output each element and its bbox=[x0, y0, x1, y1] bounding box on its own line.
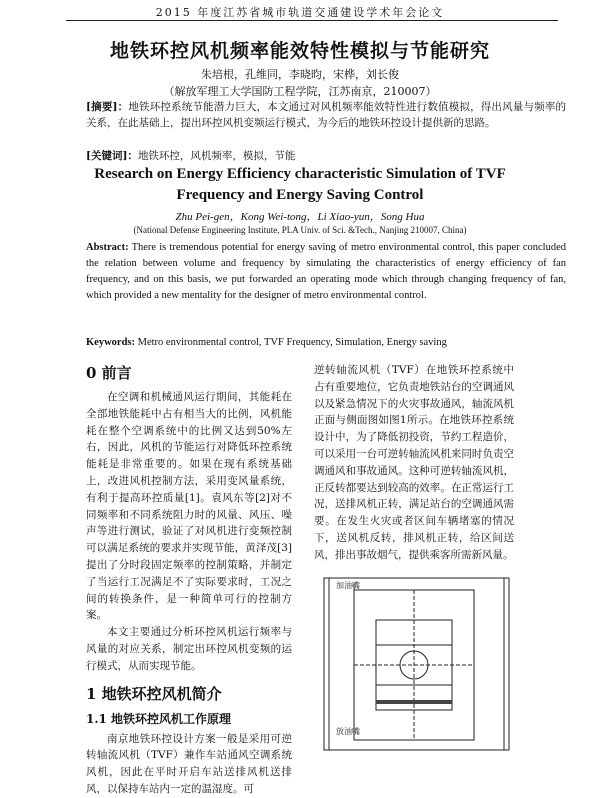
english-authors: Zhu Pei-gen，Kong Wei-tong，Li Xiao-yun，Song Hua bbox=[175, 211, 425, 223]
en-abstract-label: Abstract: bbox=[86, 242, 129, 253]
section-0-paragraph-2: 本文主要通过分析环控风机运行频率与风量的对应关系，制定出环控风机变频的运行模式，从而实现节能。 bbox=[86, 626, 292, 672]
abstract-text: 地铁环控系统节能潜力巨大，本文通过对风机频率能效特性进行数值模拟，得出风量与频率的关系，在此基础上，提出环控风机变频运行模式，为今后的地铁环控设计提供新的思路。 bbox=[86, 101, 567, 129]
running-header: 2015 年度江苏省城市轨道交通建设学术年会论文 bbox=[155, 6, 445, 19]
paper-title: 地铁环控风机频率能效特性模拟与节能研究 bbox=[109, 40, 490, 62]
header-rule bbox=[66, 20, 558, 21]
keywords-text: 地铁环控，风机频率，模拟，节能 bbox=[137, 150, 296, 162]
en-keywords-text: Metro environmental control, TVF Frequency, Simulation, Energy saving bbox=[137, 337, 447, 348]
abstract-en bbox=[86, 240, 566, 304]
right-column bbox=[314, 362, 514, 564]
abstract-label: [摘要]： bbox=[86, 101, 129, 113]
keywords-label: [关键词]： bbox=[86, 150, 138, 162]
section-0-paragraph-1: 在空调和机械通风运行期间，其能耗在全部地铁能耗中占有相当大的比例，风机能耗在整个空调系统中的比例又达到50%左右，因此，风机的节能运行对降低环控系统能耗是非常重要的。如果在现有系统基础上，改进风机控制方法，采用变风量系统，有利于提高环控质量[1]。袁风东等[2]对不同频率和不同系统阻力时的风量、风压、噪声等进行测试，验证了对风机进行变频控制可以满足系统的要求并实现节能，黄泽茂[3]提出了分时段固定频率的控制策略，并制定了当运行工况满足不了实际要求时，工况之间的转换条件，是一种简单可行的控制方案。 bbox=[86, 391, 292, 622]
english-title-line2: Frequency and Energy Saving Control bbox=[176, 187, 424, 203]
section-1-heading: 1 地铁环控风机简介 bbox=[86, 684, 222, 703]
paper-authors: 朱培根，孔维同，李晓昀，宋桦，刘长俊 bbox=[201, 68, 399, 81]
fan-outline bbox=[324, 578, 509, 750]
keywords-cn bbox=[86, 148, 566, 164]
figure-label-bottom: 放油嘴 bbox=[336, 727, 360, 736]
english-affiliation: (National Defense Engineering Institute, PLA Univ. of Sci. &Tech., Nanjing 210007, China) bbox=[133, 225, 467, 235]
english-title-line1: Research on Energy Efficiency characteristic Simulation of TVF bbox=[94, 166, 506, 182]
en-abstract-text: There is tremendous potential for energy saving of metro environmental control, this paper concluded the relation between volume and frequency by simulating the characteristics of energy efficiency of fan frequency, and on this basis, we put forwarded an operating mode which through changing frequency of fan, which provided a new mentality for the designer of metro environmental control. bbox=[86, 242, 567, 301]
keywords-en bbox=[86, 337, 566, 348]
base-plate bbox=[376, 700, 452, 704]
right-paragraph: 逆转轴流风机（TVF）在地铁环控系统中占有重要地位，它负责地铁站台的空调通风以及紧急情况下的火灾事故通风，轴流风机正面与侧面图如图1所示。在地铁环控系统设计中，为了降低初投资，节约工程造价，可以采用一台可逆转轴流风机来同时负责空调通风和事故通风。这种可逆转轴流风机，正反转都要达到较高的效率。在正常运行工况，送排风机正转，满足站台的空调通风需要。在发生火灾或者区间车辆堵塞的情况下，送风机反转，排风机正转，给区间送风，排出事故烟气，提供乘客所需新风量。 bbox=[314, 364, 514, 561]
en-keywords-label: Keywords: bbox=[86, 337, 135, 348]
abstract-cn bbox=[86, 99, 566, 131]
section-0-heading: 0 前言 bbox=[86, 364, 132, 382]
section-1-1-heading: 1.1 地铁环控风机工作原理 bbox=[86, 711, 232, 726]
figure-label-top: 加油嘴 bbox=[336, 581, 360, 590]
section-1-1-paragraph: 南京地铁环控设计方案一般是采用可逆转轴流风机（TVF）兼作车站通风空调系统风机，因此在平时开启车站送排风机送排风，以保持车站内一定的温湿度。可 bbox=[86, 732, 292, 795]
left-column bbox=[86, 362, 292, 798]
fan-figure bbox=[314, 560, 514, 760]
paper-affiliation: （解放军理工大学国防工程学院，江苏南京，210007） bbox=[163, 85, 437, 98]
